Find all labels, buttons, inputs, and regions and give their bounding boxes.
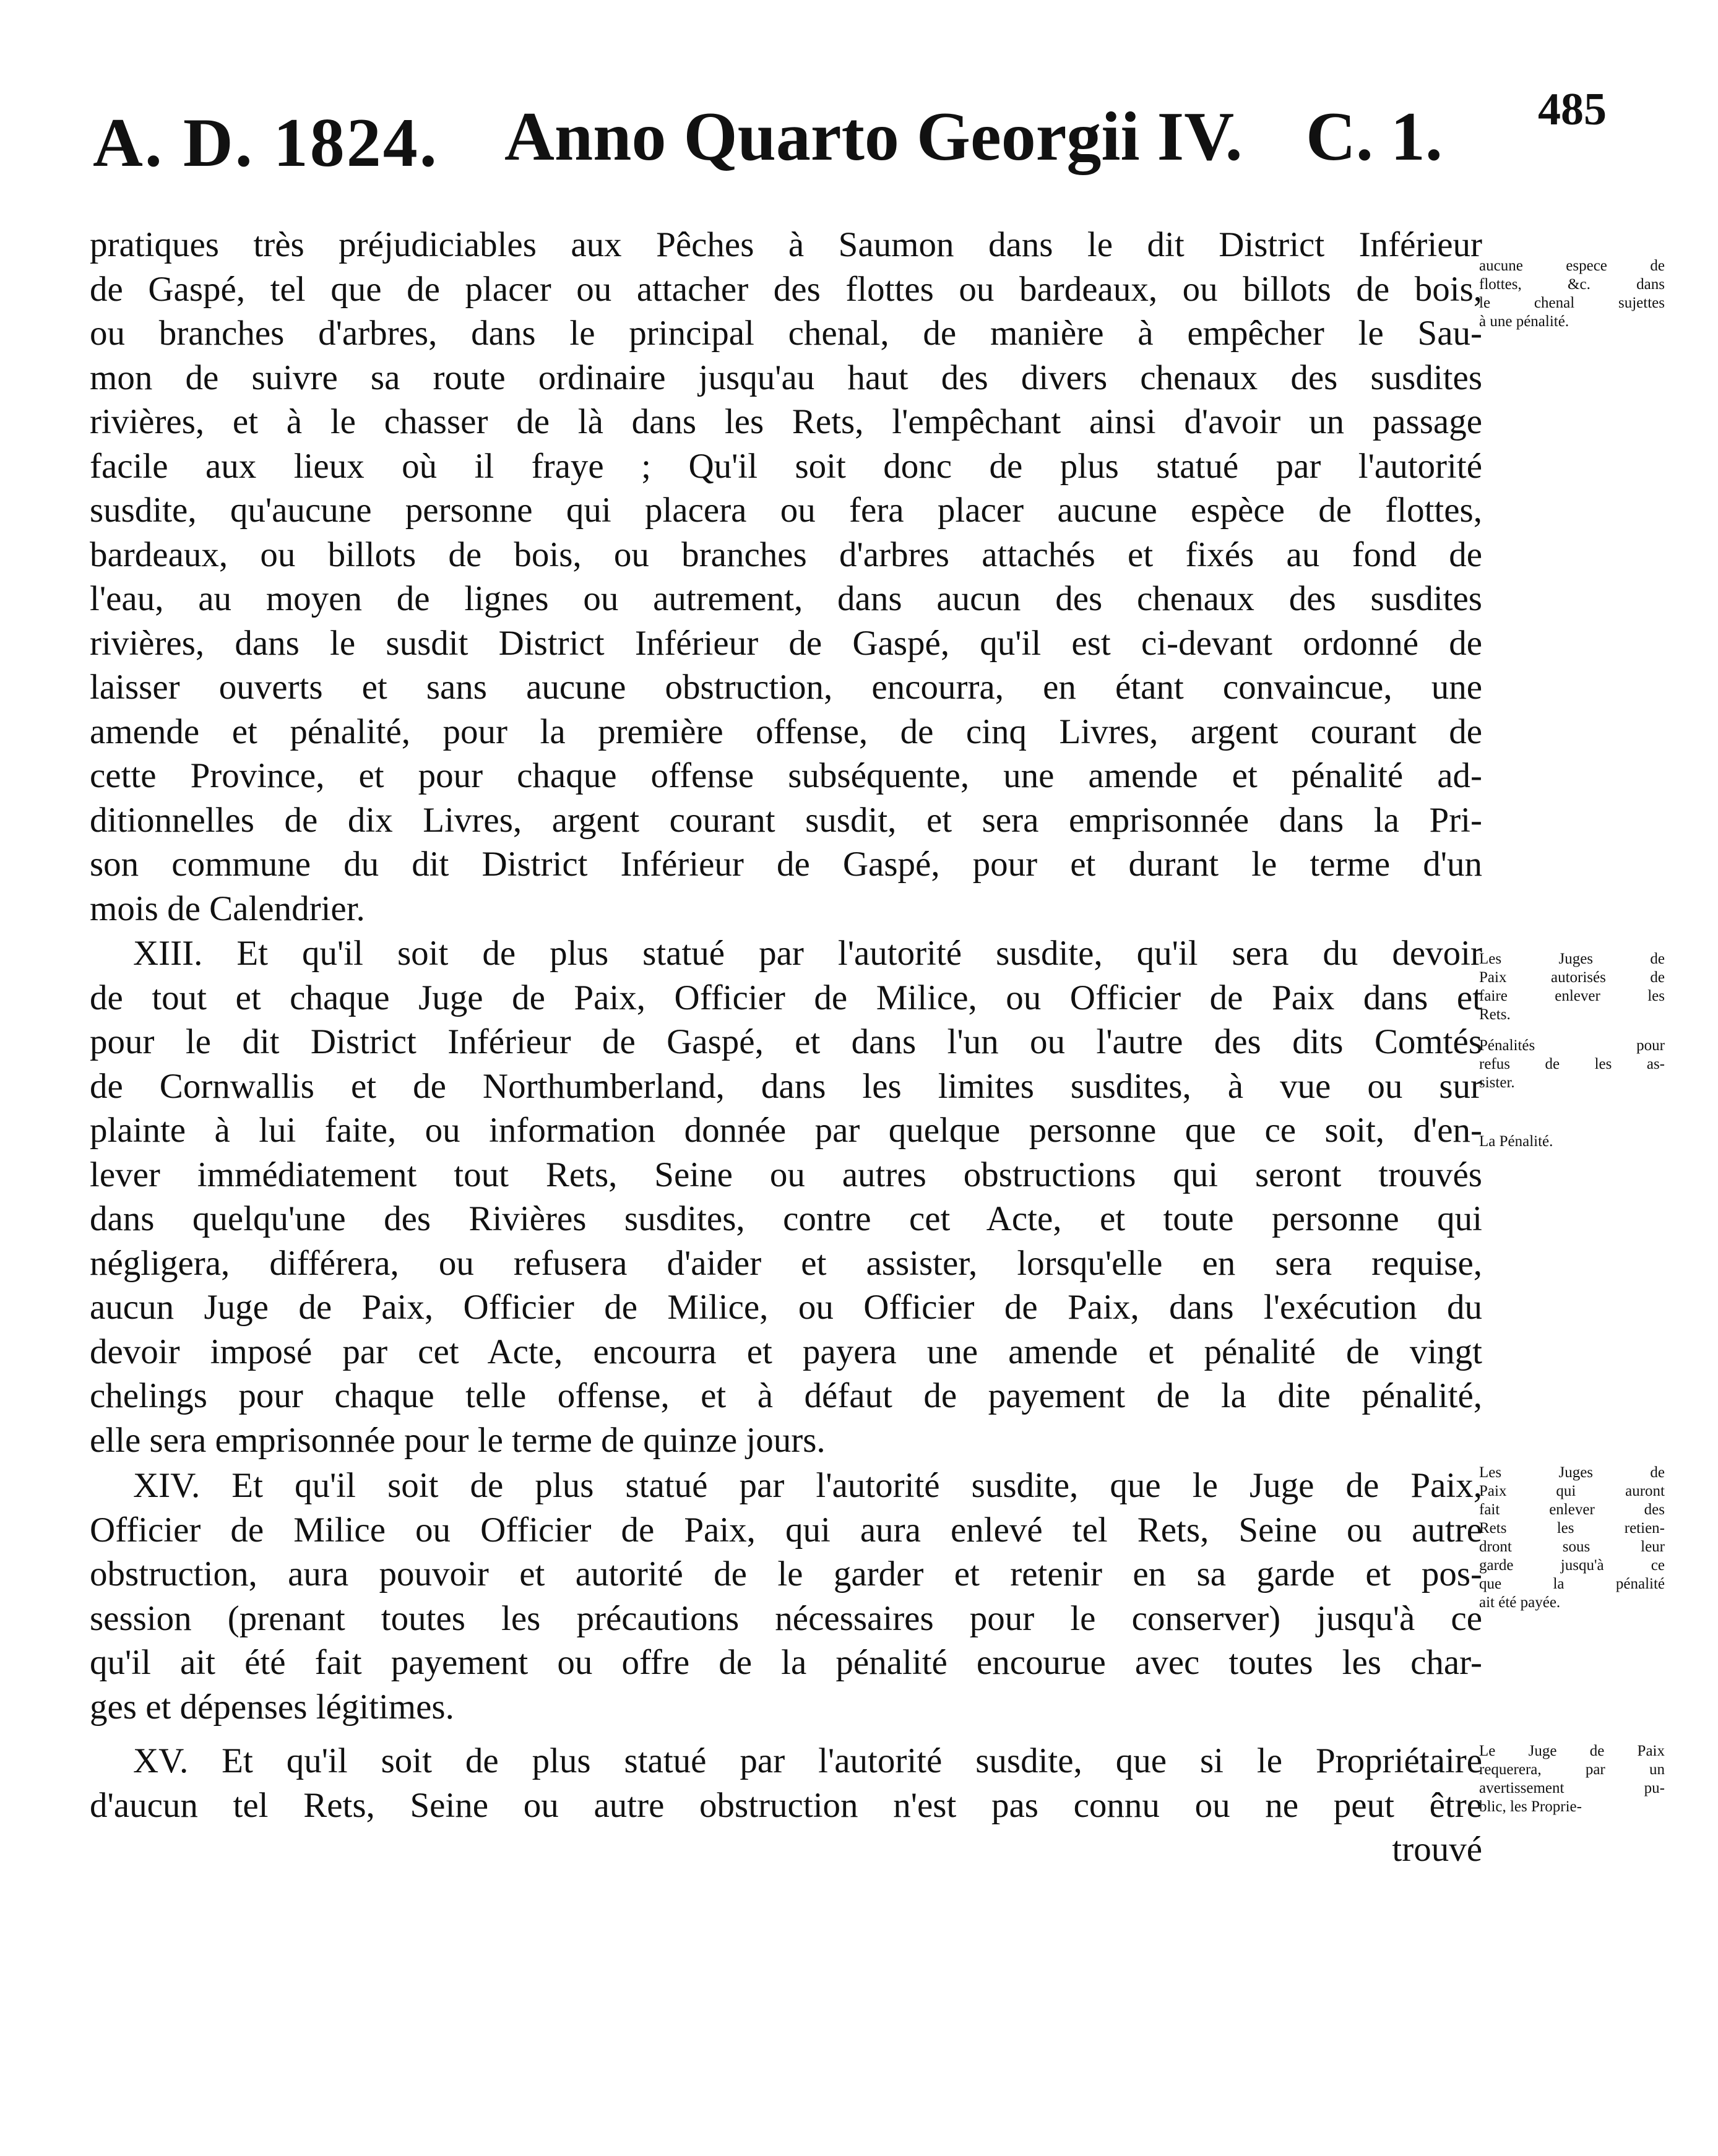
margin-note-line: fait enlever des	[1479, 1501, 1665, 1518]
text-line: session (prenant toutes les précautions nécessaires pour le conserver) jusqu'à ce	[90, 1598, 1482, 1638]
text-line: de tout et chaque Juge de Paix, Officier de Milice, ou Officier de Paix dans et	[90, 978, 1482, 1017]
text-line: susdite, qu'aucune personne qui placera ou fera placer aucune espèce de flottes,	[90, 491, 1482, 530]
text-line: mon de suivre sa route ordinaire jusqu'au haut des divers chenaux des susdites	[90, 358, 1482, 397]
page-number: 485	[1538, 84, 1607, 135]
text-line: négligera, différera, ou refusera d'aider et assister, lorsqu'elle en sera requise,	[90, 1243, 1482, 1283]
margin-note-line: Rets les retien-	[1479, 1520, 1665, 1537]
text-line: XV. Et qu'il soit de plus statué par l'autorité susdite, que si le Propriétaire	[133, 1741, 1482, 1780]
catchword: trouvé	[1392, 1830, 1482, 1869]
text-line: facile aux lieux où il fraye ; Qu'il soit donc de plus statué par l'autorité	[90, 446, 1482, 486]
margin-note-line: blic, les Proprie-	[1479, 1798, 1582, 1815]
text-line: chelings pour chaque telle offense, et à défaut de payement de la dite pénalité,	[90, 1376, 1482, 1415]
text-line: XIV. Et qu'il soit de plus statué par l'autorité susdite, que le Juge de Paix,	[133, 1466, 1482, 1505]
text-line: de Cornwallis et de Northumberland, dans les limites susdites, à vue ou sur	[90, 1066, 1482, 1106]
text-line: plainte à lui faite, ou information donnée par quelque personne que ce soit, d'en-	[90, 1111, 1482, 1150]
margin-note-line: refus de les as-	[1479, 1056, 1665, 1072]
header-title: Anno Quarto Georgii IV.	[504, 98, 1243, 175]
margin-note-line: à une pénalité.	[1479, 313, 1569, 330]
text-line: ditionnelles de dix Livres, argent courant susdit, et sera emprisonnée dans la Pri-	[90, 800, 1482, 840]
text-line: ges et dépenses légitimes.	[90, 1687, 454, 1727]
margin-note-line: flottes, &c. dans	[1479, 276, 1665, 293]
margin-note-line: Les Juges de	[1479, 951, 1665, 967]
text-line: rivières, dans le susdit District Inférieur de Gaspé, qu'il est ci-devant ordonné de	[90, 623, 1482, 663]
section-xiv	[90, 1464, 1482, 1729]
margin-note	[1479, 1037, 1665, 1092]
text-line: amende et pénalité, pour la première offense, de cinq Livres, argent courant de	[90, 712, 1482, 751]
text-line: laisser ouverts et sans aucune obstruction, encourra, en étant convaincue, une	[90, 668, 1482, 707]
text-line: pour le dit District Inférieur de Gaspé, et dans l'un ou l'autre des dits Comtés	[90, 1022, 1482, 1061]
margin-note-line: faire enlever les	[1479, 988, 1665, 1004]
margin-note-line: sister.	[1479, 1074, 1515, 1091]
margin-note-line: que la pénalité	[1479, 1576, 1665, 1592]
margin-note-line: ait été payée.	[1479, 1594, 1561, 1611]
margin-note	[1479, 1464, 1665, 1612]
margin-note-line: Paix qui auront	[1479, 1483, 1665, 1499]
header-chapter: C. 1.	[1306, 98, 1443, 175]
text-line: bardeaux, ou billots de bois, ou branches d'arbres attachés et fixés au fond de	[90, 535, 1482, 574]
header-year: A. D. 1824.	[93, 105, 439, 181]
text-line: obstruction, aura pouvoir et autorité de le garder et retenir en sa garde et pos-	[90, 1554, 1482, 1593]
text-line: pratiques très préjudiciables aux Pêches à Saumon dans le dit District Inférieur	[90, 225, 1482, 264]
margin-note-line: dront sous leur	[1479, 1538, 1665, 1555]
text-line: ou branches d'arbres, dans le principal chenal, de manière à empêcher le Sau-	[90, 314, 1482, 353]
text-line: mois de Calendrier.	[90, 889, 365, 928]
running-header	[93, 84, 1628, 192]
margin-note-line: Le Juge de Paix	[1479, 1743, 1665, 1759]
margin-note-line: avertissement pu-	[1479, 1780, 1665, 1796]
margin-note-line: Pénalités pour	[1479, 1037, 1665, 1054]
text-line: l'eau, au moyen de lignes ou autrement, dans aucun des chenaux des susdites	[90, 579, 1482, 618]
text-line: qu'il ait été fait payement ou offre de la pénalité encourue avec toutes les char-	[90, 1643, 1482, 1682]
margin-note-line: aucune espece de	[1479, 257, 1665, 274]
text-line: Officier de Milice ou Officier de Paix, qui aura enlevé tel Rets, Seine ou autre	[90, 1510, 1482, 1550]
text-line: dans quelqu'une des Rivières susdites, contre cet Acte, et toute personne qui	[90, 1199, 1482, 1238]
margin-note-line: Rets.	[1479, 1006, 1511, 1023]
margin-note	[1479, 257, 1665, 331]
margin-note-line: garde jusqu'à ce	[1479, 1557, 1665, 1574]
section-xiii	[90, 931, 1482, 1462]
text-line: son commune du dit District Inférieur de Gaspé, pour et durant le terme d'un	[90, 845, 1482, 884]
margin-note-line: La Pénalité.	[1479, 1133, 1553, 1150]
text-line: aucun Juge de Paix, Officier de Milice, ou Officier de Paix, dans l'exécution du	[90, 1288, 1482, 1327]
section-xv	[90, 1739, 1482, 1872]
text-line: devoir imposé par cet Acte, encourra et payera une amende et pénalité de vingt	[90, 1332, 1482, 1371]
text-line: de Gaspé, tel que de placer ou attacher des flottes ou bardeaux, ou billots de bois,	[90, 269, 1482, 309]
margin-note	[1479, 1132, 1665, 1151]
text-line: XIII. Et qu'il soit de plus statué par l'autorité susdite, qu'il sera du devoir	[133, 934, 1482, 973]
paragraph-continuation	[90, 223, 1482, 931]
text-line: d'aucun tel Rets, Seine ou autre obstruction n'est pas connu ou ne peut être	[90, 1785, 1482, 1825]
text-line: rivières, et à le chasser de là dans les Rets, l'empêchant ainsi d'avoir un passage	[90, 402, 1482, 441]
margin-note-line: Les Juges de	[1479, 1464, 1665, 1481]
margin-note	[1479, 1742, 1665, 1816]
margin-note-line: requerera, par un	[1479, 1761, 1665, 1778]
margin-note	[1479, 950, 1665, 1024]
margin-note-line: Paix autorisés de	[1479, 969, 1665, 986]
margin-note-line: le chenal sujettes	[1479, 295, 1665, 311]
text-line: cette Province, et pour chaque offense subséquente, une amende et pénalité ad-	[90, 756, 1482, 795]
text-line: lever immédiatement tout Rets, Seine ou autres obstructions qui seront trouvés	[90, 1155, 1482, 1194]
text-line: elle sera emprisonnée pour le terme de quinze jours.	[90, 1420, 826, 1460]
